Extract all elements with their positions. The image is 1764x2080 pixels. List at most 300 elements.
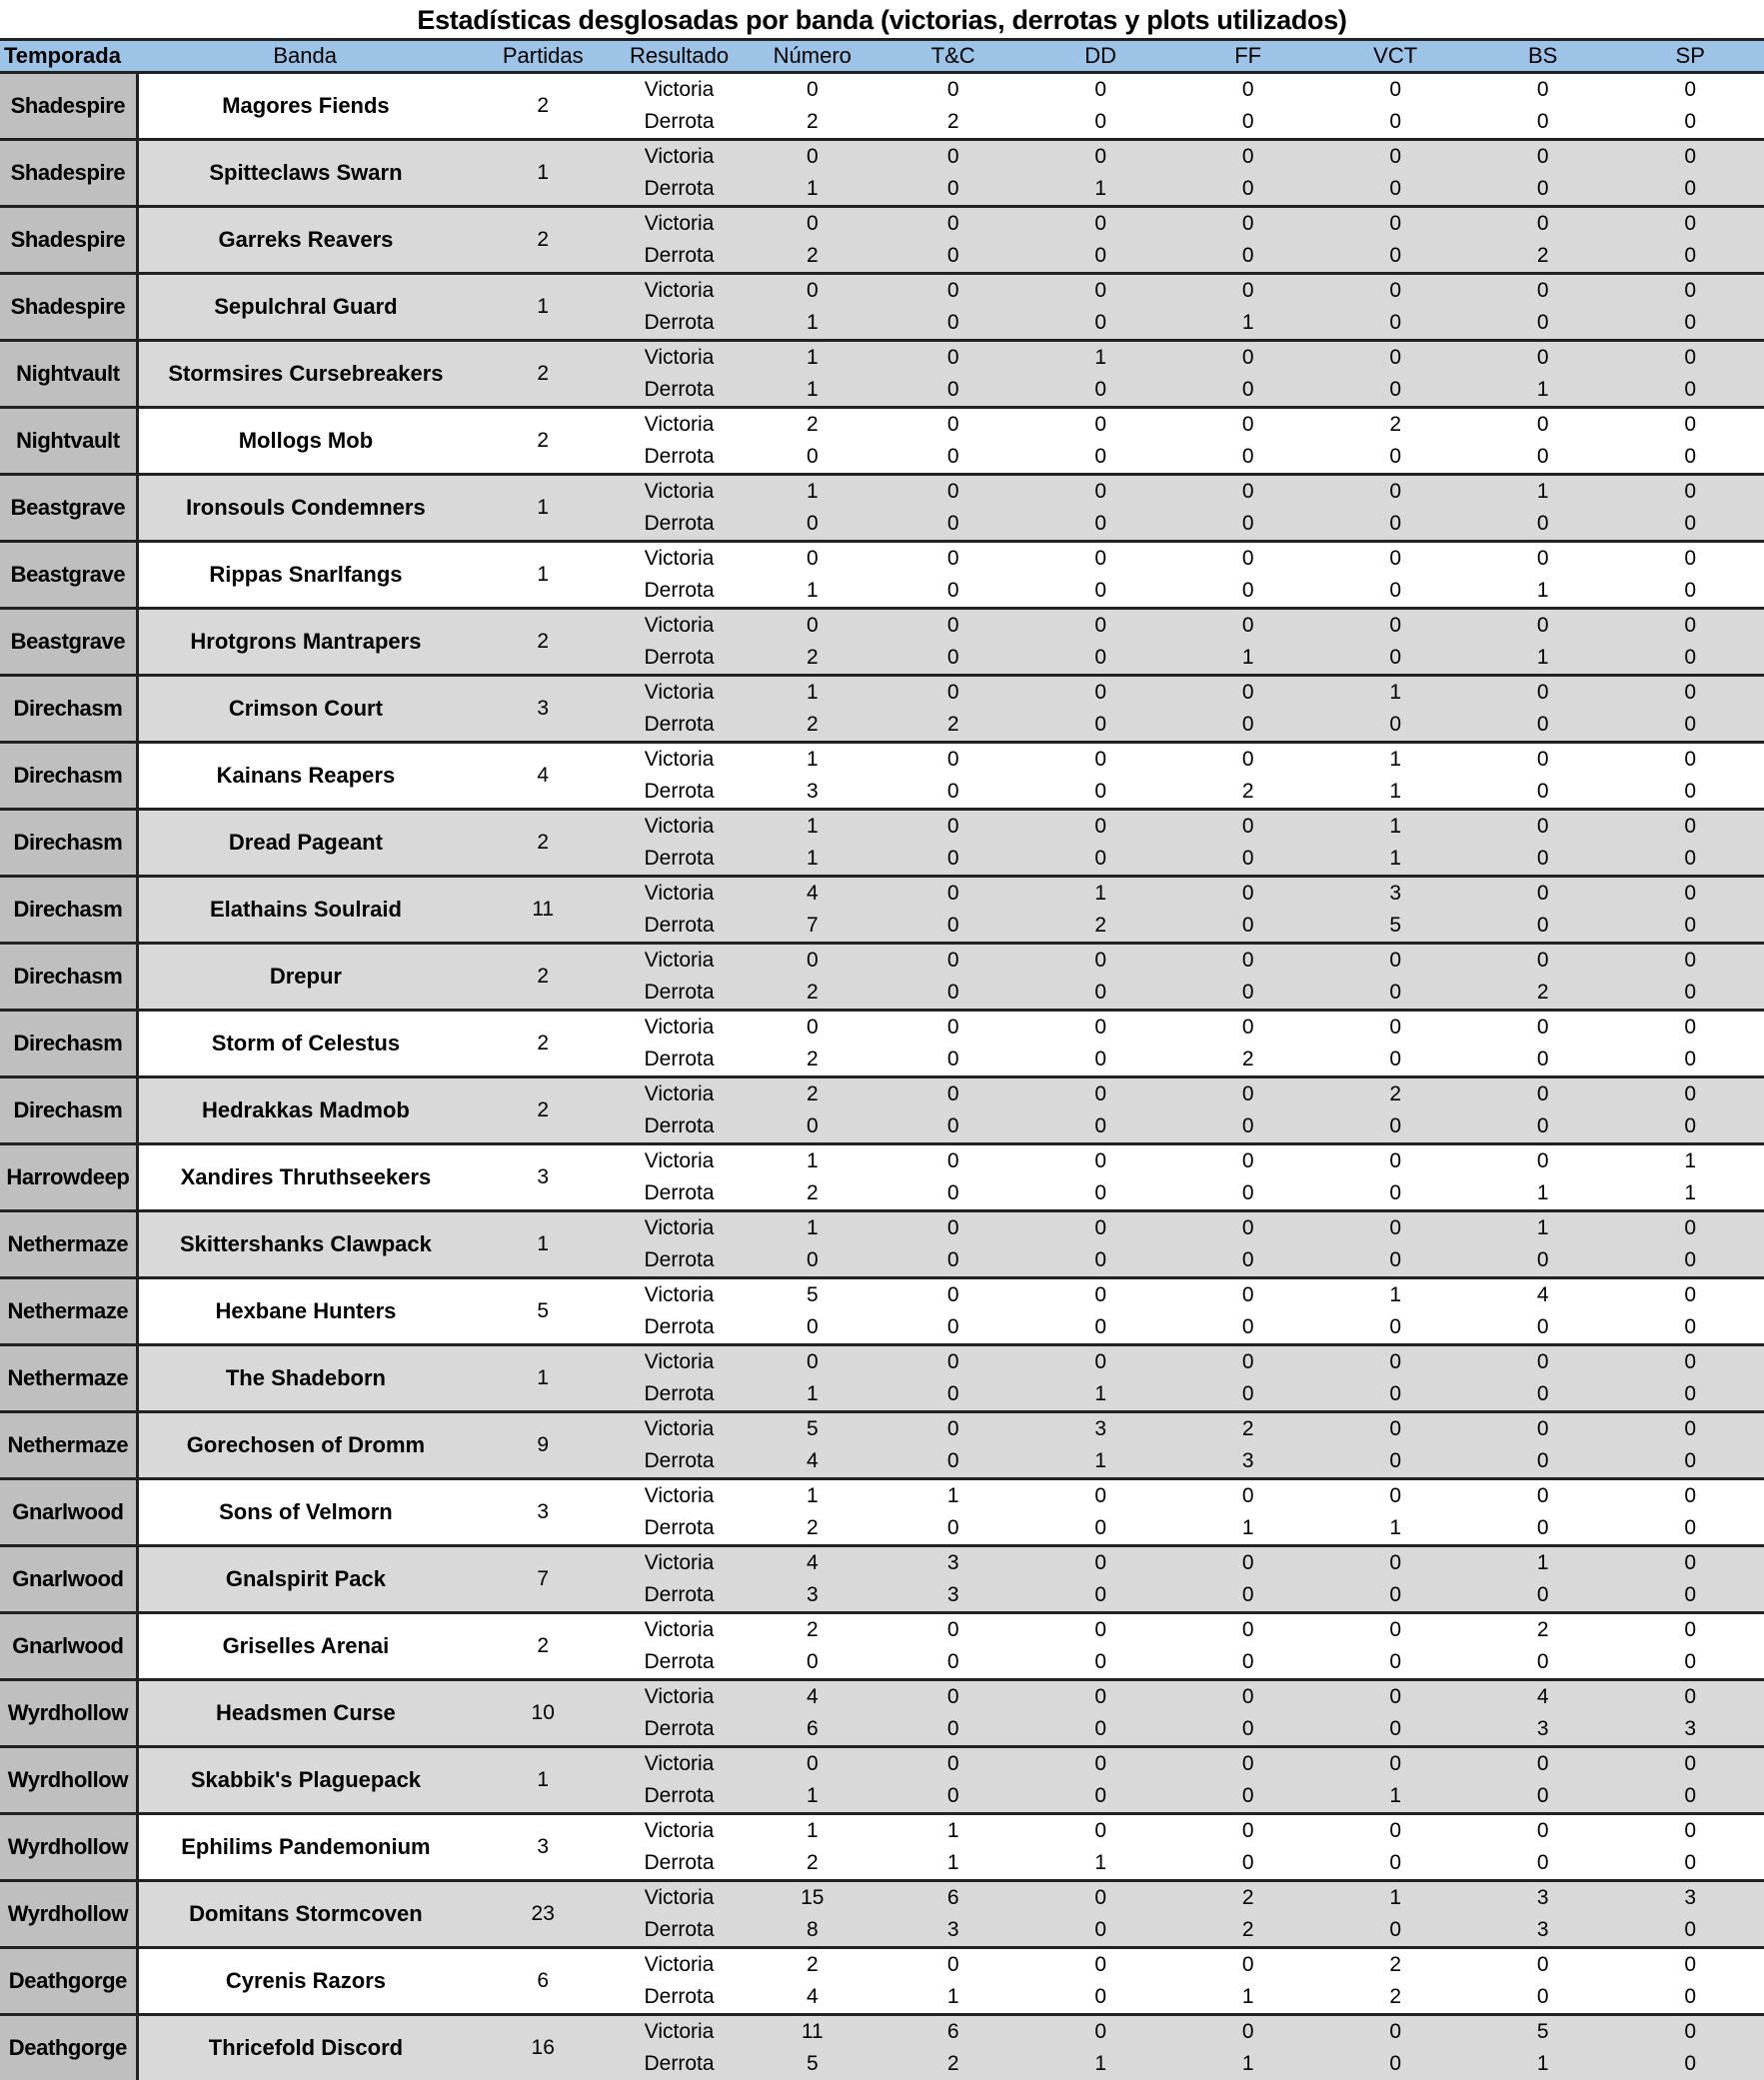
result-cell-derrota[interactable]: Derrota: [613, 1981, 745, 2015]
loss-ff-cell[interactable]: 0: [1174, 1378, 1322, 1412]
result-cell-victoria[interactable]: Victoria: [613, 944, 745, 978]
win-bs-cell[interactable]: 0: [1469, 140, 1617, 174]
win-tc-cell[interactable]: 0: [880, 1747, 1027, 1781]
loss-bs-cell[interactable]: 3: [1469, 1914, 1617, 1948]
win-ff-cell[interactable]: 0: [1174, 1011, 1322, 1044]
loss-numero-cell[interactable]: 2: [746, 1177, 880, 1211]
loss-bs-cell[interactable]: 1: [1469, 374, 1617, 408]
win-sp-cell[interactable]: 0: [1616, 1011, 1764, 1044]
band-cell[interactable]: Hrotgrons Mantrapers: [137, 609, 473, 676]
games-cell[interactable]: 3: [473, 676, 613, 743]
win-bs-cell[interactable]: 4: [1469, 1680, 1617, 1714]
win-ff-cell[interactable]: 0: [1174, 676, 1322, 710]
win-vct-cell[interactable]: 0: [1321, 1747, 1469, 1781]
win-numero-cell[interactable]: 1: [746, 1814, 880, 1848]
games-cell[interactable]: 2: [473, 207, 613, 274]
result-cell-derrota[interactable]: Derrota: [613, 441, 745, 475]
loss-tc-cell[interactable]: 0: [880, 977, 1027, 1011]
win-tc-cell[interactable]: 0: [880, 73, 1027, 107]
band-cell[interactable]: Magores Fiends: [137, 73, 473, 140]
loss-ff-cell[interactable]: 0: [1174, 173, 1322, 207]
loss-numero-cell[interactable]: 3: [746, 1579, 880, 1613]
loss-dd-cell[interactable]: 0: [1026, 441, 1174, 475]
win-sp-cell[interactable]: 0: [1616, 542, 1764, 576]
win-dd-cell[interactable]: 0: [1026, 1011, 1174, 1044]
win-sp-cell[interactable]: 0: [1616, 1278, 1764, 1312]
result-cell-derrota[interactable]: Derrota: [613, 2048, 745, 2080]
loss-numero-cell[interactable]: 0: [746, 1110, 880, 1144]
loss-bs-cell[interactable]: 0: [1469, 1981, 1617, 2015]
result-cell-victoria[interactable]: Victoria: [613, 1680, 745, 1714]
win-numero-cell[interactable]: 0: [746, 274, 880, 308]
win-bs-cell[interactable]: 0: [1469, 877, 1617, 911]
win-dd-cell[interactable]: 1: [1026, 341, 1174, 375]
win-dd-cell[interactable]: 0: [1026, 1345, 1174, 1379]
header-partidas[interactable]: Partidas: [473, 40, 613, 73]
result-cell-derrota[interactable]: Derrota: [613, 173, 745, 207]
win-dd-cell[interactable]: 0: [1026, 944, 1174, 978]
result-cell-victoria[interactable]: Victoria: [613, 676, 745, 710]
win-sp-cell[interactable]: 0: [1616, 1211, 1764, 1245]
header-resultado[interactable]: Resultado: [613, 40, 745, 73]
win-tc-cell[interactable]: 0: [880, 274, 1027, 308]
season-cell[interactable]: Wyrdhollow: [0, 1747, 137, 1814]
win-ff-cell[interactable]: 0: [1174, 1144, 1322, 1178]
loss-dd-cell[interactable]: 0: [1026, 776, 1174, 810]
win-numero-cell[interactable]: 1: [746, 1479, 880, 1513]
win-numero-cell[interactable]: 2: [746, 1613, 880, 1647]
loss-ff-cell[interactable]: 0: [1174, 1110, 1322, 1144]
season-cell[interactable]: Nethermaze: [0, 1211, 137, 1278]
win-tc-cell[interactable]: 0: [880, 475, 1027, 509]
win-numero-cell[interactable]: 0: [746, 1345, 880, 1379]
header-sp[interactable]: SP: [1616, 40, 1764, 73]
loss-ff-cell[interactable]: 0: [1174, 709, 1322, 743]
loss-bs-cell[interactable]: 2: [1469, 240, 1617, 274]
loss-dd-cell[interactable]: 0: [1026, 1512, 1174, 1546]
win-sp-cell[interactable]: 0: [1616, 609, 1764, 643]
band-cell[interactable]: Xandires Thruthseekers: [137, 1144, 473, 1211]
band-cell[interactable]: Skabbik's Plaguepack: [137, 1747, 473, 1814]
result-cell-victoria[interactable]: Victoria: [613, 1881, 745, 1915]
loss-dd-cell[interactable]: 0: [1026, 1043, 1174, 1077]
result-cell-derrota[interactable]: Derrota: [613, 776, 745, 810]
loss-tc-cell[interactable]: 0: [880, 1713, 1027, 1747]
loss-tc-cell[interactable]: 0: [880, 642, 1027, 676]
win-bs-cell[interactable]: 3: [1469, 1881, 1617, 1915]
band-cell[interactable]: Elathains Soulraid: [137, 877, 473, 944]
loss-sp-cell[interactable]: 0: [1616, 1244, 1764, 1278]
win-vct-cell[interactable]: 0: [1321, 1412, 1469, 1446]
win-tc-cell[interactable]: 6: [880, 2015, 1027, 2049]
loss-sp-cell[interactable]: 0: [1616, 1646, 1764, 1680]
win-sp-cell[interactable]: 0: [1616, 944, 1764, 978]
loss-vct-cell[interactable]: 1: [1321, 843, 1469, 877]
win-vct-cell[interactable]: 0: [1321, 1345, 1469, 1379]
loss-dd-cell[interactable]: 1: [1026, 2048, 1174, 2080]
loss-bs-cell[interactable]: 0: [1469, 1311, 1617, 1345]
win-vct-cell[interactable]: 0: [1321, 944, 1469, 978]
win-tc-cell[interactable]: 0: [880, 1345, 1027, 1379]
loss-ff-cell[interactable]: 0: [1174, 508, 1322, 542]
loss-numero-cell[interactable]: 5: [746, 2048, 880, 2080]
win-ff-cell[interactable]: 0: [1174, 1077, 1322, 1111]
result-cell-derrota[interactable]: Derrota: [613, 1378, 745, 1412]
loss-bs-cell[interactable]: 0: [1469, 307, 1617, 341]
win-dd-cell[interactable]: 0: [1026, 2015, 1174, 2049]
win-bs-cell[interactable]: 0: [1469, 743, 1617, 777]
result-cell-victoria[interactable]: Victoria: [613, 475, 745, 509]
band-cell[interactable]: Gorechosen of Dromm: [137, 1412, 473, 1479]
win-ff-cell[interactable]: 0: [1174, 944, 1322, 978]
loss-numero-cell[interactable]: 2: [746, 106, 880, 140]
win-numero-cell[interactable]: 0: [746, 140, 880, 174]
win-vct-cell[interactable]: 0: [1321, 475, 1469, 509]
loss-ff-cell[interactable]: 0: [1174, 575, 1322, 609]
win-ff-cell[interactable]: 0: [1174, 341, 1322, 375]
win-vct-cell[interactable]: 0: [1321, 1211, 1469, 1245]
season-cell[interactable]: Direchasm: [0, 676, 137, 743]
loss-tc-cell[interactable]: 0: [880, 1512, 1027, 1546]
win-tc-cell[interactable]: 0: [880, 408, 1027, 442]
win-vct-cell[interactable]: 0: [1321, 207, 1469, 241]
loss-sp-cell[interactable]: 0: [1616, 1579, 1764, 1613]
result-cell-derrota[interactable]: Derrota: [613, 374, 745, 408]
loss-dd-cell[interactable]: 0: [1026, 977, 1174, 1011]
loss-dd-cell[interactable]: 0: [1026, 1646, 1174, 1680]
loss-sp-cell[interactable]: 1: [1616, 1177, 1764, 1211]
loss-tc-cell[interactable]: 0: [880, 1445, 1027, 1479]
win-bs-cell[interactable]: 0: [1469, 609, 1617, 643]
loss-bs-cell[interactable]: 0: [1469, 1445, 1617, 1479]
loss-tc-cell[interactable]: 0: [880, 1646, 1027, 1680]
loss-numero-cell[interactable]: 7: [746, 910, 880, 944]
loss-bs-cell[interactable]: 0: [1469, 843, 1617, 877]
loss-vct-cell[interactable]: 1: [1321, 776, 1469, 810]
win-sp-cell[interactable]: 0: [1616, 207, 1764, 241]
loss-sp-cell[interactable]: 3: [1616, 1713, 1764, 1747]
loss-sp-cell[interactable]: 0: [1616, 1043, 1764, 1077]
loss-bs-cell[interactable]: 0: [1469, 776, 1617, 810]
result-cell-derrota[interactable]: Derrota: [613, 1914, 745, 1948]
win-ff-cell[interactable]: 0: [1174, 408, 1322, 442]
loss-tc-cell[interactable]: 2: [880, 106, 1027, 140]
win-numero-cell[interactable]: 1: [746, 810, 880, 844]
loss-ff-cell[interactable]: 0: [1174, 1847, 1322, 1881]
win-dd-cell[interactable]: 0: [1026, 475, 1174, 509]
season-cell[interactable]: Beastgrave: [0, 542, 137, 609]
games-cell[interactable]: 1: [473, 475, 613, 542]
win-tc-cell[interactable]: 0: [880, 1680, 1027, 1714]
win-bs-cell[interactable]: 0: [1469, 1747, 1617, 1781]
games-cell[interactable]: 9: [473, 1412, 613, 1479]
loss-bs-cell[interactable]: 1: [1469, 575, 1617, 609]
win-numero-cell[interactable]: 1: [746, 676, 880, 710]
loss-numero-cell[interactable]: 2: [746, 240, 880, 274]
win-ff-cell[interactable]: 0: [1174, 475, 1322, 509]
loss-sp-cell[interactable]: 0: [1616, 173, 1764, 207]
win-vct-cell[interactable]: 0: [1321, 1613, 1469, 1647]
games-cell[interactable]: 2: [473, 609, 613, 676]
season-cell[interactable]: Direchasm: [0, 944, 137, 1011]
loss-ff-cell[interactable]: 0: [1174, 1311, 1322, 1345]
loss-tc-cell[interactable]: 0: [880, 240, 1027, 274]
loss-tc-cell[interactable]: 2: [880, 2048, 1027, 2080]
loss-tc-cell[interactable]: 0: [880, 307, 1027, 341]
season-cell[interactable]: Nethermaze: [0, 1412, 137, 1479]
season-cell[interactable]: Direchasm: [0, 1011, 137, 1077]
loss-dd-cell[interactable]: 0: [1026, 1311, 1174, 1345]
win-dd-cell[interactable]: 0: [1026, 1814, 1174, 1848]
result-cell-derrota[interactable]: Derrota: [613, 575, 745, 609]
loss-vct-cell[interactable]: 0: [1321, 441, 1469, 475]
loss-vct-cell[interactable]: 0: [1321, 508, 1469, 542]
result-cell-derrota[interactable]: Derrota: [613, 1512, 745, 1546]
loss-numero-cell[interactable]: 2: [746, 709, 880, 743]
win-tc-cell[interactable]: 0: [880, 743, 1027, 777]
win-vct-cell[interactable]: 0: [1321, 2015, 1469, 2049]
loss-numero-cell[interactable]: 2: [746, 1847, 880, 1881]
loss-numero-cell[interactable]: 6: [746, 1713, 880, 1747]
band-cell[interactable]: Thricefold Discord: [137, 2015, 473, 2080]
loss-sp-cell[interactable]: 0: [1616, 307, 1764, 341]
loss-sp-cell[interactable]: 0: [1616, 1847, 1764, 1881]
win-numero-cell[interactable]: 4: [746, 877, 880, 911]
result-cell-victoria[interactable]: Victoria: [613, 1345, 745, 1379]
header-vct[interactable]: VCT: [1321, 40, 1469, 73]
loss-numero-cell[interactable]: 0: [746, 1646, 880, 1680]
win-dd-cell[interactable]: 0: [1026, 743, 1174, 777]
loss-bs-cell[interactable]: 3: [1469, 1713, 1617, 1747]
win-bs-cell[interactable]: 0: [1469, 676, 1617, 710]
loss-sp-cell[interactable]: 0: [1616, 1445, 1764, 1479]
games-cell[interactable]: 3: [473, 1144, 613, 1211]
band-cell[interactable]: Domitans Stormcoven: [137, 1881, 473, 1948]
loss-ff-cell[interactable]: 2: [1174, 776, 1322, 810]
win-sp-cell[interactable]: 0: [1616, 877, 1764, 911]
season-cell[interactable]: Nethermaze: [0, 1345, 137, 1412]
games-cell[interactable]: 2: [473, 1077, 613, 1144]
loss-sp-cell[interactable]: 0: [1616, 2048, 1764, 2080]
win-tc-cell[interactable]: 3: [880, 1546, 1027, 1580]
games-cell[interactable]: 1: [473, 1345, 613, 1412]
win-tc-cell[interactable]: 0: [880, 1144, 1027, 1178]
games-cell[interactable]: 6: [473, 1948, 613, 2015]
loss-dd-cell[interactable]: 1: [1026, 1378, 1174, 1412]
games-cell[interactable]: 2: [473, 810, 613, 877]
loss-numero-cell[interactable]: 1: [746, 307, 880, 341]
result-cell-derrota[interactable]: Derrota: [613, 642, 745, 676]
win-ff-cell[interactable]: 0: [1174, 140, 1322, 174]
win-numero-cell[interactable]: 0: [746, 609, 880, 643]
win-dd-cell[interactable]: 0: [1026, 408, 1174, 442]
loss-vct-cell[interactable]: 0: [1321, 1177, 1469, 1211]
result-cell-derrota[interactable]: Derrota: [613, 1445, 745, 1479]
result-cell-victoria[interactable]: Victoria: [613, 743, 745, 777]
win-tc-cell[interactable]: 0: [880, 1011, 1027, 1044]
loss-dd-cell[interactable]: 0: [1026, 240, 1174, 274]
win-tc-cell[interactable]: 0: [880, 207, 1027, 241]
season-cell[interactable]: Shadespire: [0, 274, 137, 341]
win-vct-cell[interactable]: 0: [1321, 1144, 1469, 1178]
win-bs-cell[interactable]: 0: [1469, 408, 1617, 442]
band-cell[interactable]: Sepulchral Guard: [137, 274, 473, 341]
win-numero-cell[interactable]: 1: [746, 1144, 880, 1178]
loss-dd-cell[interactable]: 0: [1026, 642, 1174, 676]
season-cell[interactable]: Beastgrave: [0, 475, 137, 542]
games-cell[interactable]: 3: [473, 1479, 613, 1546]
win-ff-cell[interactable]: 0: [1174, 1546, 1322, 1580]
loss-numero-cell[interactable]: 0: [746, 1244, 880, 1278]
loss-tc-cell[interactable]: 0: [880, 1043, 1027, 1077]
win-ff-cell[interactable]: 0: [1174, 207, 1322, 241]
result-cell-victoria[interactable]: Victoria: [613, 1948, 745, 1982]
loss-vct-cell[interactable]: 0: [1321, 1445, 1469, 1479]
result-cell-victoria[interactable]: Victoria: [613, 609, 745, 643]
loss-numero-cell[interactable]: 2: [746, 1043, 880, 1077]
loss-sp-cell[interactable]: 0: [1616, 1780, 1764, 1814]
loss-ff-cell[interactable]: 0: [1174, 1646, 1322, 1680]
header-tc[interactable]: T&C: [880, 40, 1027, 73]
win-numero-cell[interactable]: 4: [746, 1680, 880, 1714]
band-cell[interactable]: Kainans Reapers: [137, 743, 473, 810]
loss-vct-cell[interactable]: 0: [1321, 1847, 1469, 1881]
loss-tc-cell[interactable]: 0: [880, 1110, 1027, 1144]
header-dd[interactable]: DD: [1026, 40, 1174, 73]
loss-ff-cell[interactable]: 1: [1174, 307, 1322, 341]
loss-bs-cell[interactable]: 0: [1469, 1378, 1617, 1412]
loss-numero-cell[interactable]: 2: [746, 977, 880, 1011]
result-cell-victoria[interactable]: Victoria: [613, 1747, 745, 1781]
games-cell[interactable]: 3: [473, 1814, 613, 1881]
result-cell-derrota[interactable]: Derrota: [613, 910, 745, 944]
win-sp-cell[interactable]: 0: [1616, 1479, 1764, 1513]
loss-ff-cell[interactable]: 1: [1174, 642, 1322, 676]
win-bs-cell[interactable]: 0: [1469, 1412, 1617, 1446]
win-bs-cell[interactable]: 0: [1469, 1144, 1617, 1178]
win-vct-cell[interactable]: 0: [1321, 140, 1469, 174]
band-cell[interactable]: Ironsouls Condemners: [137, 475, 473, 542]
win-ff-cell[interactable]: 0: [1174, 73, 1322, 107]
result-cell-victoria[interactable]: Victoria: [613, 1613, 745, 1647]
season-cell[interactable]: Beastgrave: [0, 609, 137, 676]
win-bs-cell[interactable]: 0: [1469, 542, 1617, 576]
win-dd-cell[interactable]: 0: [1026, 1948, 1174, 1982]
loss-tc-cell[interactable]: 0: [880, 1244, 1027, 1278]
band-cell[interactable]: Garreks Reavers: [137, 207, 473, 274]
result-cell-victoria[interactable]: Victoria: [613, 810, 745, 844]
loss-sp-cell[interactable]: 0: [1616, 1110, 1764, 1144]
result-cell-derrota[interactable]: Derrota: [613, 240, 745, 274]
win-vct-cell[interactable]: 1: [1321, 810, 1469, 844]
loss-vct-cell[interactable]: 0: [1321, 1110, 1469, 1144]
win-ff-cell[interactable]: 0: [1174, 609, 1322, 643]
loss-ff-cell[interactable]: 0: [1174, 441, 1322, 475]
win-sp-cell[interactable]: 0: [1616, 1948, 1764, 1982]
loss-dd-cell[interactable]: 1: [1026, 1445, 1174, 1479]
win-numero-cell[interactable]: 11: [746, 2015, 880, 2049]
loss-bs-cell[interactable]: 1: [1469, 1177, 1617, 1211]
win-dd-cell[interactable]: 0: [1026, 1144, 1174, 1178]
win-bs-cell[interactable]: 4: [1469, 1278, 1617, 1312]
result-cell-derrota[interactable]: Derrota: [613, 1646, 745, 1680]
win-dd-cell[interactable]: 0: [1026, 609, 1174, 643]
win-vct-cell[interactable]: 1: [1321, 743, 1469, 777]
loss-bs-cell[interactable]: 0: [1469, 1579, 1617, 1613]
win-vct-cell[interactable]: 0: [1321, 73, 1469, 107]
win-numero-cell[interactable]: 1: [746, 1211, 880, 1245]
loss-tc-cell[interactable]: 3: [880, 1914, 1027, 1948]
loss-sp-cell[interactable]: 0: [1616, 776, 1764, 810]
win-sp-cell[interactable]: 0: [1616, 1412, 1764, 1446]
win-sp-cell[interactable]: 0: [1616, 1613, 1764, 1647]
win-ff-cell[interactable]: 0: [1174, 743, 1322, 777]
loss-ff-cell[interactable]: 0: [1174, 1713, 1322, 1747]
win-numero-cell[interactable]: 0: [746, 542, 880, 576]
win-tc-cell[interactable]: 0: [880, 1613, 1027, 1647]
win-bs-cell[interactable]: 0: [1469, 207, 1617, 241]
loss-sp-cell[interactable]: 0: [1616, 1311, 1764, 1345]
season-cell[interactable]: Shadespire: [0, 73, 137, 140]
win-bs-cell[interactable]: 2: [1469, 1613, 1617, 1647]
win-sp-cell[interactable]: 0: [1616, 408, 1764, 442]
win-sp-cell[interactable]: 0: [1616, 140, 1764, 174]
result-cell-victoria[interactable]: Victoria: [613, 1814, 745, 1848]
win-bs-cell[interactable]: 0: [1469, 1814, 1617, 1848]
result-cell-victoria[interactable]: Victoria: [613, 1546, 745, 1580]
win-numero-cell[interactable]: 1: [746, 475, 880, 509]
loss-numero-cell[interactable]: 0: [746, 1311, 880, 1345]
loss-vct-cell[interactable]: 0: [1321, 1378, 1469, 1412]
band-cell[interactable]: Storm of Celestus: [137, 1011, 473, 1077]
win-bs-cell[interactable]: 5: [1469, 2015, 1617, 2049]
loss-tc-cell[interactable]: 0: [880, 1780, 1027, 1814]
band-cell[interactable]: Cyrenis Razors: [137, 1948, 473, 2015]
season-cell[interactable]: Direchasm: [0, 877, 137, 944]
loss-ff-cell[interactable]: 3: [1174, 1445, 1322, 1479]
win-ff-cell[interactable]: 0: [1174, 810, 1322, 844]
loss-ff-cell[interactable]: 1: [1174, 1981, 1322, 2015]
result-cell-derrota[interactable]: Derrota: [613, 843, 745, 877]
win-dd-cell[interactable]: 0: [1026, 1881, 1174, 1915]
loss-vct-cell[interactable]: 0: [1321, 240, 1469, 274]
win-ff-cell[interactable]: 0: [1174, 542, 1322, 576]
win-sp-cell[interactable]: 0: [1616, 274, 1764, 308]
result-cell-derrota[interactable]: Derrota: [613, 709, 745, 743]
loss-bs-cell[interactable]: 0: [1469, 1847, 1617, 1881]
loss-ff-cell[interactable]: 1: [1174, 2048, 1322, 2080]
win-dd-cell[interactable]: 0: [1026, 1546, 1174, 1580]
result-cell-victoria[interactable]: Victoria: [613, 1211, 745, 1245]
win-ff-cell[interactable]: 0: [1174, 1747, 1322, 1781]
win-vct-cell[interactable]: 2: [1321, 1077, 1469, 1111]
win-ff-cell[interactable]: 0: [1174, 274, 1322, 308]
win-tc-cell[interactable]: 1: [880, 1814, 1027, 1848]
games-cell[interactable]: 2: [473, 73, 613, 140]
win-vct-cell[interactable]: 3: [1321, 877, 1469, 911]
result-cell-derrota[interactable]: Derrota: [613, 1244, 745, 1278]
win-dd-cell[interactable]: 1: [1026, 877, 1174, 911]
loss-vct-cell[interactable]: 0: [1321, 307, 1469, 341]
band-cell[interactable]: Hexbane Hunters: [137, 1278, 473, 1345]
result-cell-derrota[interactable]: Derrota: [613, 1110, 745, 1144]
loss-dd-cell[interactable]: 1: [1026, 1847, 1174, 1881]
result-cell-victoria[interactable]: Victoria: [613, 207, 745, 241]
result-cell-derrota[interactable]: Derrota: [613, 307, 745, 341]
loss-ff-cell[interactable]: 0: [1174, 240, 1322, 274]
win-tc-cell[interactable]: 1: [880, 1479, 1027, 1513]
loss-dd-cell[interactable]: 0: [1026, 1244, 1174, 1278]
